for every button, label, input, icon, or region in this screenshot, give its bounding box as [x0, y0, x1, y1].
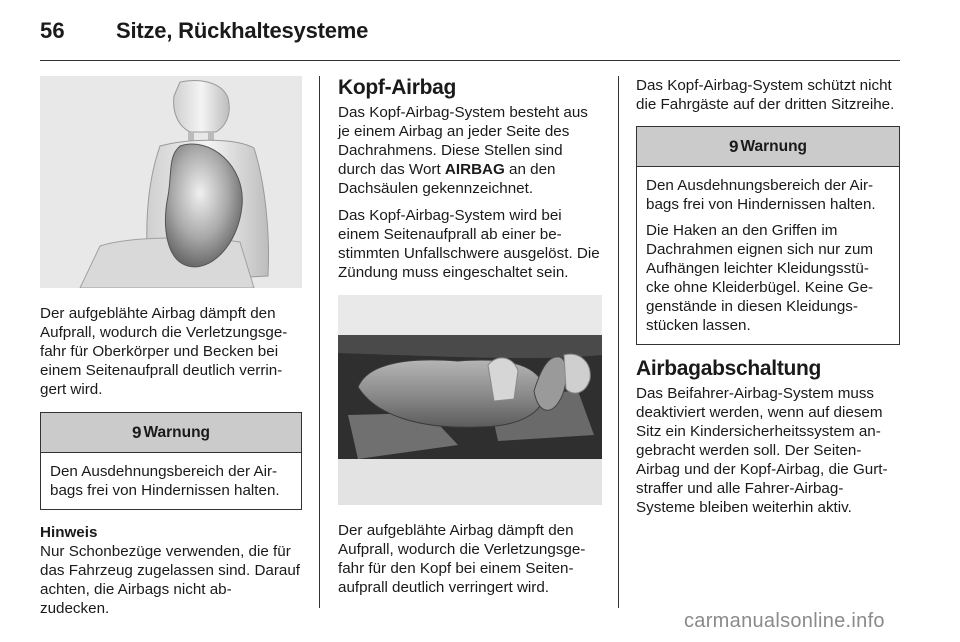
warning-body: [41, 453, 301, 509]
warning-header: [637, 127, 899, 167]
curtain-airbag-drawing: [338, 295, 602, 505]
column-right: [636, 76, 900, 517]
section-heading: Kopf-Airbag: [338, 76, 457, 99]
airbag-label: AIRBAG: [444, 161, 505, 178]
warning-title: Warnung: [740, 137, 808, 155]
warning-body: [637, 167, 899, 344]
warning-triangle-icon: 9: [728, 136, 739, 156]
seat-airbag-drawing: [40, 76, 302, 288]
text-run: Das Kopf-Airbag-System besteht aus je einem Airbag an jeder Seite des Dachrahmens. Diese Stellen sind durch das Wort: [338, 104, 588, 178]
note-text: Nur Schonbezüge verwenden, die für das Fahrzeug zugelassen sind. Darauf achten, die Airbags nicht ab- zudecken.: [40, 543, 301, 617]
page-number: 56: [40, 18, 65, 43]
figure-caption: Der aufgeblähte Airbag dämpft den Aufprall, wodurch die Verletzungsge- fahr für den Kopf bei einem Seiten- aufprall deutlich verringert wird.: [338, 522, 586, 596]
section-heading: Airbagabschaltung: [636, 357, 822, 380]
head-airbag-illustration: [338, 295, 602, 505]
column-divider: [618, 76, 619, 608]
warning-header: [41, 413, 301, 453]
body-paragraph: Das Kopf-Airbag-System schützt nicht die Fahrgäste auf der dritten Sitzreihe.: [636, 77, 895, 113]
note-title: Hinweis: [40, 524, 98, 541]
column-divider: [319, 76, 320, 608]
warning-text: Den Ausdehnungsbereich der Air- bags frei von Hindernissen halten.: [50, 463, 280, 499]
column-left: [40, 76, 302, 618]
text-run: an den Dachsäulen gekennzeichnet.: [338, 161, 556, 197]
warning-box: [636, 126, 900, 345]
page-header: [40, 18, 900, 58]
warning-title: Warnung: [143, 423, 211, 441]
warning-text: Die Haken an den Griffen im Dachrahmen eignen sich nur zum Aufhängen leichter Kleidungsstü- cke ohne Kleiderbügel. Keine Ge- genstände in diesen Kleidungs- stücken lassen.: [646, 222, 874, 334]
body-paragraph: Das Kopf-Airbag-System wird bei einem Seitenaufprall ab einer be- stimmten Unfallschwere ausgelöst. Die Zündung muss eingeschaltet sein.: [338, 207, 600, 281]
header-rule: [40, 60, 900, 61]
side-airbag-illustration: [40, 76, 302, 288]
warning-box: [40, 412, 302, 510]
warning-text: Den Ausdehnungsbereich der Air- bags frei von Hindernissen halten.: [646, 177, 876, 213]
chapter-title: Sitze, Rückhaltesysteme: [116, 18, 369, 43]
body-paragraph: [338, 103, 602, 198]
warning-triangle-icon: 9: [131, 422, 142, 442]
watermark: carmanualsonline.info: [684, 610, 885, 632]
column-middle: [338, 76, 602, 597]
figure-caption: Der aufgeblähte Airbag dämpft den Aufprall, wodurch die Verletzungsge- fahr für Oberkörper und Becken bei einem Seitenaufprall deutlich verrin- gert wird.: [40, 305, 288, 398]
body-paragraph: Das Beifahrer-Airbag-System muss deaktiviert werden, wenn auf diesem Sitz ein Kindersicherheitssystem an- gebracht werden soll. Der Seiten- Airbag und der Kopf-Airbag, die Gurt- straffer und alle Fahrer-Airbag- Systeme bleiben weiterhin aktiv.: [636, 385, 888, 516]
